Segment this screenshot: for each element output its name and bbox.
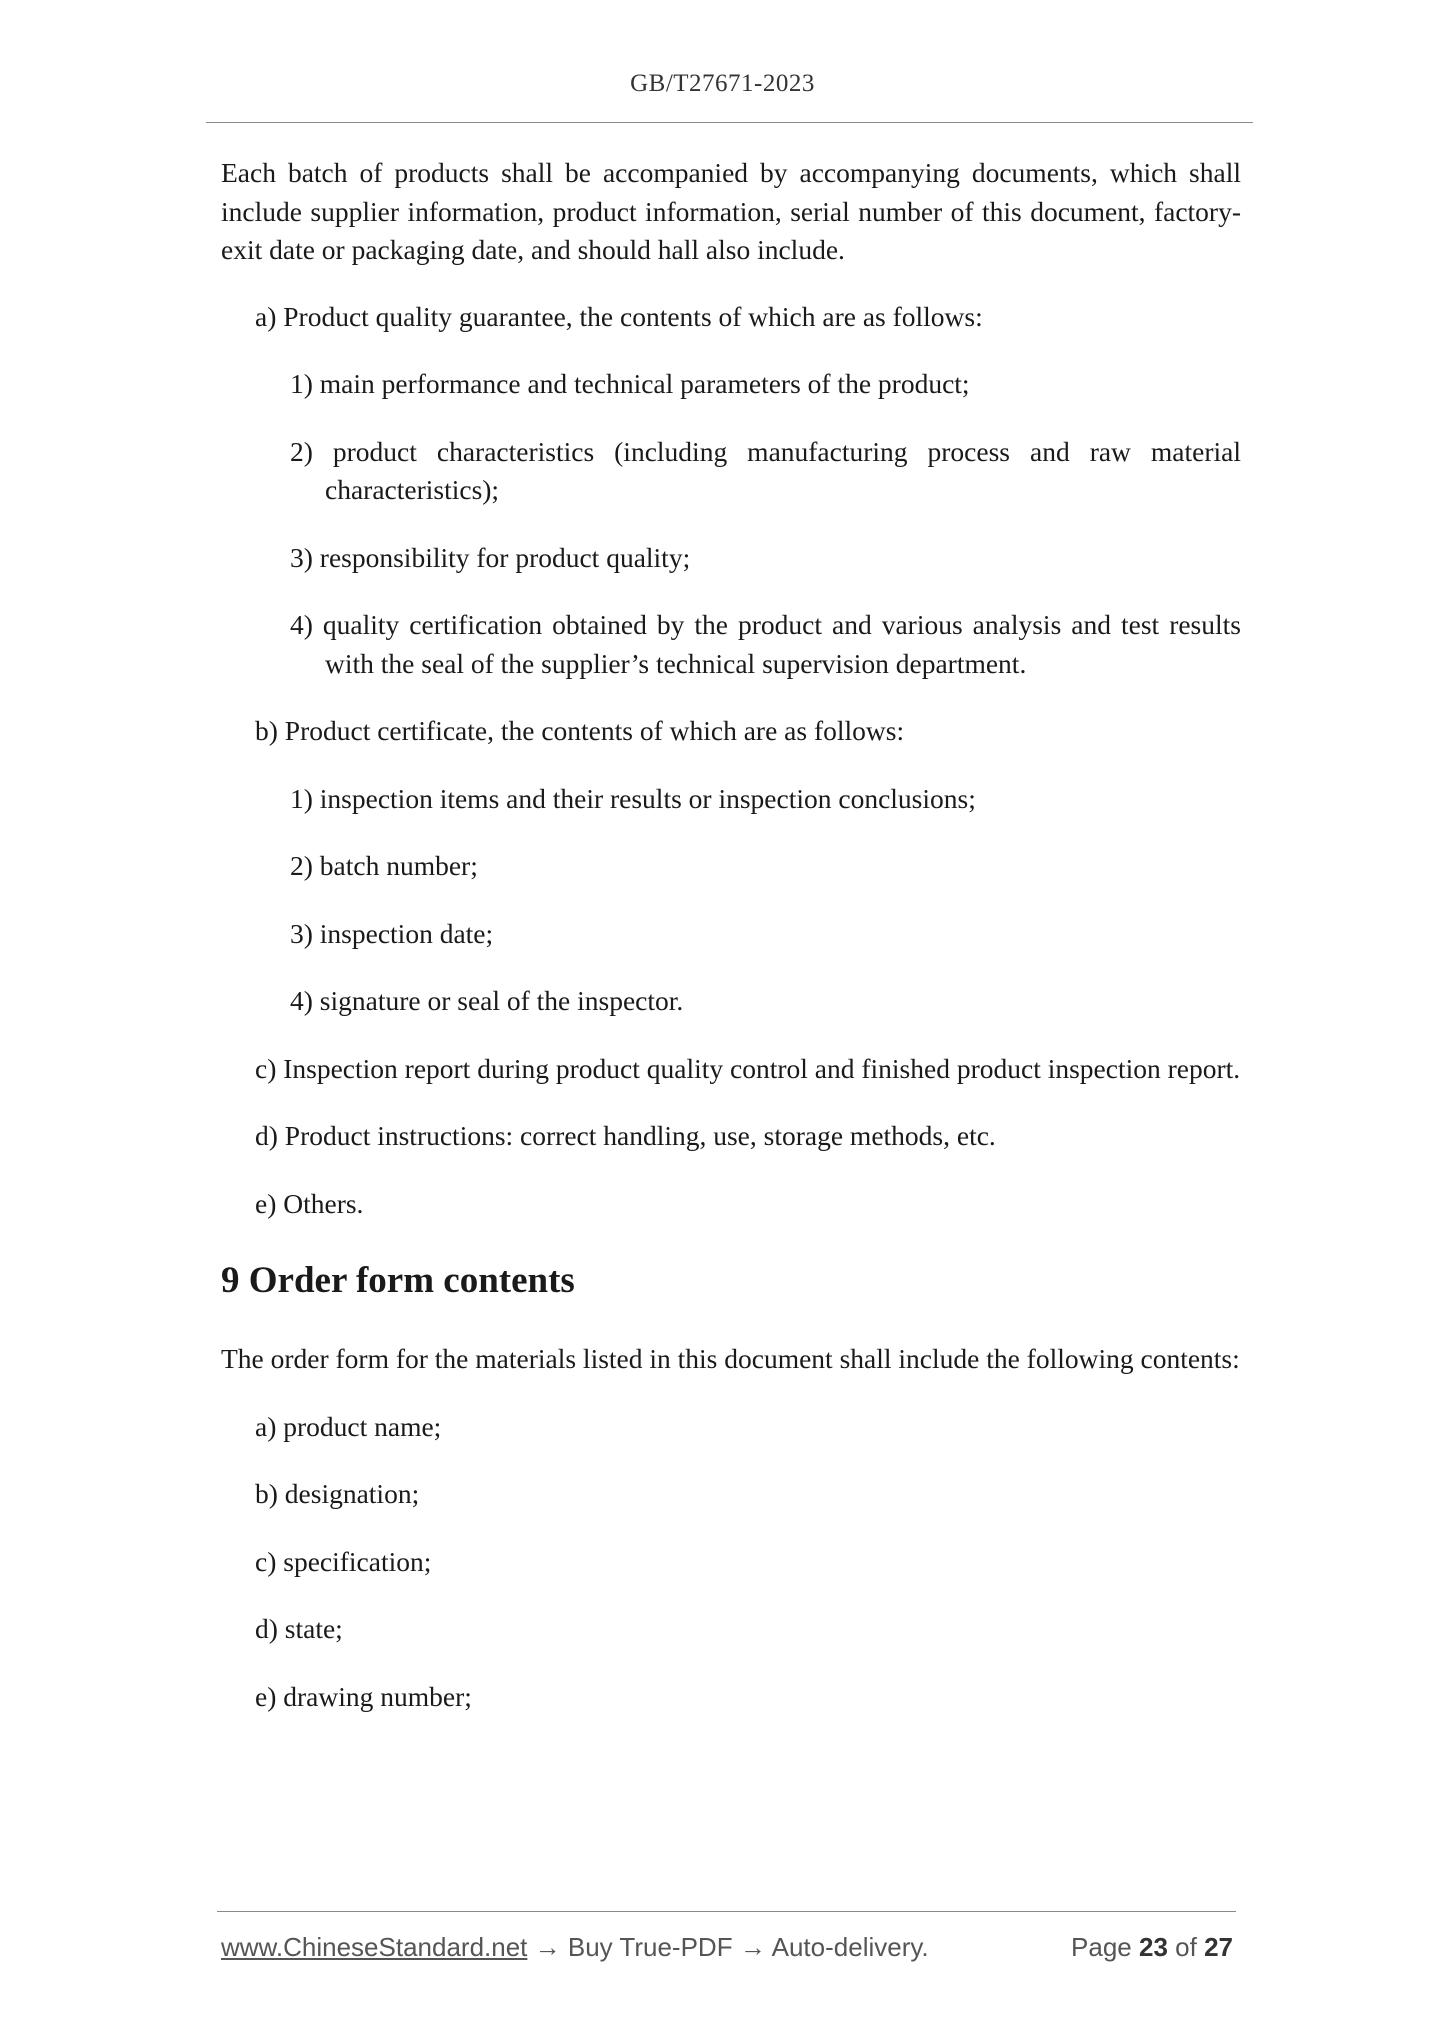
list-b-subitem-4: 4) signature or seal of the inspector. xyxy=(290,985,684,1016)
footer-promo xyxy=(221,1930,929,1964)
section-9-heading: 9 Order form contents xyxy=(221,1260,575,1301)
list-b-subitem-2: 2) batch number; xyxy=(290,850,478,881)
header-divider xyxy=(206,122,1253,123)
list-item-d: d) Product instructions: correct handling, use, storage methods, etc. xyxy=(255,1120,996,1151)
order-item-d: d) state; xyxy=(255,1613,343,1644)
list-item-c: c) Inspection report during product quality control and finished product inspection report. xyxy=(255,1052,1241,1084)
total-pages-number: 27 xyxy=(1204,1932,1233,1962)
arrow-right-icon: → xyxy=(739,1932,766,1962)
list-a-subitem-4: 4) quality certification obtained by the product and various analysis and test results with the seal of the supplier’s technical supervision department. xyxy=(290,609,1241,679)
arrow-right-icon: → xyxy=(534,1932,561,1962)
footer-divider xyxy=(217,1911,1236,1912)
current-page-number: 23 xyxy=(1139,1932,1168,1962)
list-b-subitem-3: 3) inspection date; xyxy=(290,917,494,949)
list-item-b: b) Product certificate, the contents of which are as follows: xyxy=(255,715,905,746)
section-9-intro: The order form for the materials listed in this document shall include the following contents: xyxy=(221,1343,1240,1374)
chinesestandard-link[interactable]: www.ChineseStandard.net xyxy=(221,1932,528,1962)
page-counter xyxy=(1071,1930,1233,1964)
order-item-a: a) product name; xyxy=(255,1410,442,1442)
list-item-a: a) Product quality guarantee, the contents of which are as follows: xyxy=(255,300,983,332)
buy-true-pdf-text: Buy True-PDF xyxy=(567,1932,733,1962)
page-label: Page xyxy=(1071,1932,1132,1962)
list-item-e: e) Others. xyxy=(255,1187,364,1219)
order-item-c: c) specification; xyxy=(255,1545,432,1577)
list-a-subitem-1: 1) main performance and technical parameters of the product; xyxy=(290,368,970,399)
document-code-header: GB/T27671-2023 xyxy=(630,70,815,97)
list-b-subitem-1: 1) inspection items and their results or inspection conclusions; xyxy=(290,782,976,814)
order-item-e: e) drawing number; xyxy=(255,1680,472,1712)
page-body xyxy=(221,154,1241,1745)
auto-delivery-text: Auto-delivery. xyxy=(771,1932,929,1962)
intro-paragraph: Each batch of products shall be accompanied by accompanying documents, which shall include supplier information, product information, serial number of this document, factory-exit date or packaging date, and should hall also include. xyxy=(221,157,1241,265)
order-item-b: b) designation; xyxy=(255,1478,420,1509)
list-a-subitem-3: 3) responsibility for product quality; xyxy=(290,541,691,573)
of-label: of xyxy=(1175,1932,1197,1962)
list-a-subitem-2: 2) product characteristics (including manufacturing process and raw material characteristics); xyxy=(290,435,1241,505)
